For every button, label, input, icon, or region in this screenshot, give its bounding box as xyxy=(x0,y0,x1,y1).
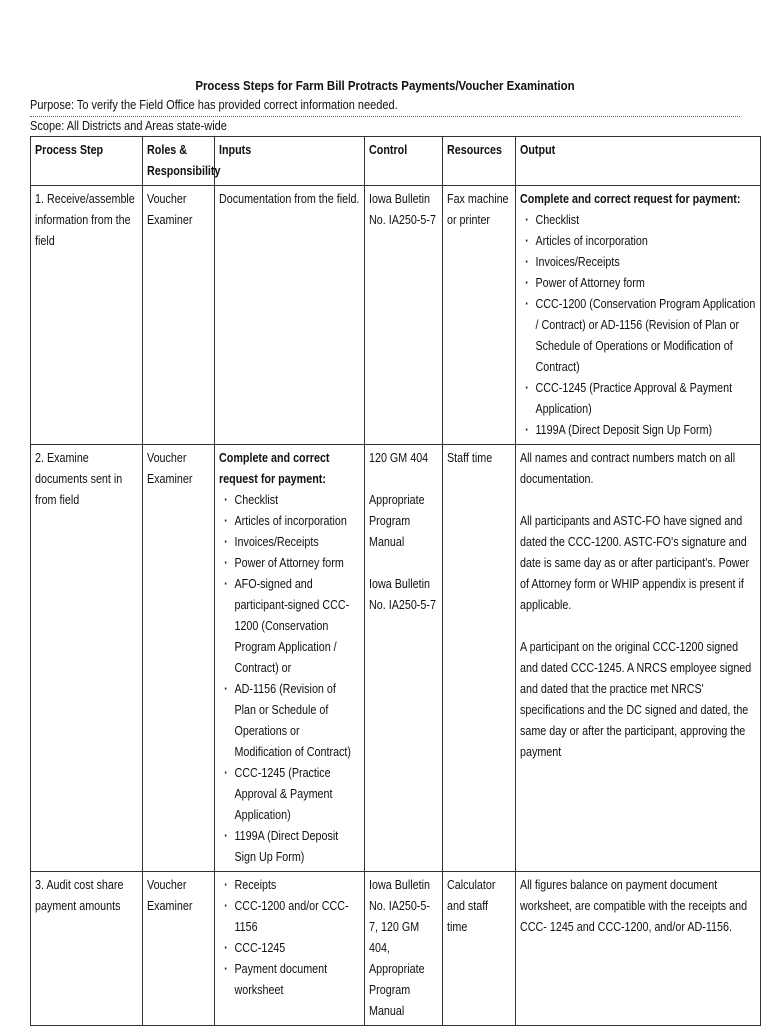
header-control: Control xyxy=(365,137,443,186)
output-paragraph: All participants and ASTC-FO have signed and dated the CCC-1200. ASTC-FO's signature and date is same day as or after participant's. Power of Attorney form or WHIP appendix is present if applicable. xyxy=(520,514,750,612)
cell-output: All figures balance on payment document worksheet, are compatible with the receipts and CCC- 1245 and CCC-1200, and/or AD-1156. xyxy=(516,872,761,1026)
list-item: · Invoices/Receipts xyxy=(219,532,360,553)
list-item: · AD-1156 (Revision of Plan or Schedule of Operations or Modification of Contract) xyxy=(219,679,360,763)
list-item: · Articles of incorporation xyxy=(520,231,755,252)
cell-step: 2. Examine documents sent in from field xyxy=(31,445,143,872)
list-item: · CCC-1245 (Practice Approval & Payment Application) xyxy=(219,763,360,826)
control-item: Iowa Bulletin No. IA250-5-7 xyxy=(369,577,436,612)
output-list xyxy=(520,210,755,441)
list-item: · Power of Attorney form xyxy=(219,553,360,574)
control-item: 120 GM 404 xyxy=(369,451,429,465)
list-item: · AFO-signed and participant-signed CCC-1200 (Conservation Program Application / Contract) or xyxy=(219,574,360,679)
cell-resources: Staff time xyxy=(443,445,516,872)
list-item: · Receipts xyxy=(219,875,360,896)
list-item: · CCC-1245 xyxy=(219,938,360,959)
cell-control: Iowa Bulletin No. IA250-5-7 xyxy=(365,186,443,445)
list-item: · CCC-1200 and/or CCC-1156 xyxy=(219,896,360,938)
inputs-list xyxy=(219,875,360,1001)
list-item: · Checklist xyxy=(520,210,755,231)
cell-step: 3. Audit cost share payment amounts xyxy=(31,872,143,1026)
cell-step: 1. Receive/assemble information from the field xyxy=(31,186,143,445)
inputs-list xyxy=(219,490,360,868)
list-item: · 1199A (Direct Deposit Sign Up Form) xyxy=(219,826,360,868)
list-item: · Checklist xyxy=(219,490,360,511)
inputs-heading: Complete and correct request for payment: xyxy=(219,451,330,486)
output-paragraph: A participant on the original CCC-1200 signed and dated CCC-1245. A NRCS employee signed and dated that the practice met NRCS' specifications and the DC signed and dated, the same day or after the participant, approving the payment xyxy=(520,640,752,759)
cell-inputs: Documentation from the field. xyxy=(215,186,365,445)
header-resources: Resources xyxy=(443,137,516,186)
list-item: · Power of Attorney form xyxy=(520,273,755,294)
list-item: · CCC-1245 (Practice Approval & Payment Application) xyxy=(520,378,755,420)
cell-output xyxy=(516,445,761,872)
cell-inputs xyxy=(215,445,365,872)
header-output: Output xyxy=(516,137,761,186)
purpose-statement: Purpose: To verify the Field Office has provided correct information needed. xyxy=(30,98,398,112)
cell-roles: Voucher Examiner xyxy=(143,445,215,872)
cell-inputs xyxy=(215,872,365,1026)
header-inputs: Inputs xyxy=(215,137,365,186)
table-row xyxy=(31,872,761,1026)
list-item: · CCC-1200 (Conservation Program Application / Contract) or AD-1156 (Revision of Plan or Schedule of Operations or Modification of Contract) xyxy=(520,294,755,378)
cell-roles: Voucher Examiner xyxy=(143,186,215,445)
cell-resources: Fax machine or printer xyxy=(443,186,516,445)
cell-control xyxy=(365,445,443,872)
cell-output xyxy=(516,186,761,445)
table-row xyxy=(31,445,761,872)
dotted-divider xyxy=(30,116,740,117)
output-heading: Complete and correct request for payment: xyxy=(520,192,741,206)
table-row xyxy=(31,186,761,445)
table-header-row xyxy=(31,137,761,186)
process-table xyxy=(30,136,761,1026)
cell-roles: Voucher Examiner xyxy=(143,872,215,1026)
list-item: · Payment document worksheet xyxy=(219,959,360,1001)
scope-statement: Scope: All Districts and Areas state-wide xyxy=(30,119,227,133)
list-item: · 1199A (Direct Deposit Sign Up Form) xyxy=(520,420,755,441)
header-process-step: Process Step xyxy=(31,137,143,186)
control-item: Appropriate Program Manual xyxy=(369,493,425,549)
document-title: Process Steps for Farm Bill Protracts Payments/Voucher Examination xyxy=(195,78,575,93)
output-paragraph: All names and contract numbers match on all documentation. xyxy=(520,451,736,486)
header-roles: Roles & Responsibility xyxy=(143,137,215,186)
list-item: · Invoices/Receipts xyxy=(520,252,755,273)
cell-control: Iowa Bulletin No. IA250-5-7, 120 GM 404, Appropriate Program Manual xyxy=(365,872,443,1026)
cell-resources: Calculator and staff time xyxy=(443,872,516,1026)
list-item: · Articles of incorporation xyxy=(219,511,360,532)
